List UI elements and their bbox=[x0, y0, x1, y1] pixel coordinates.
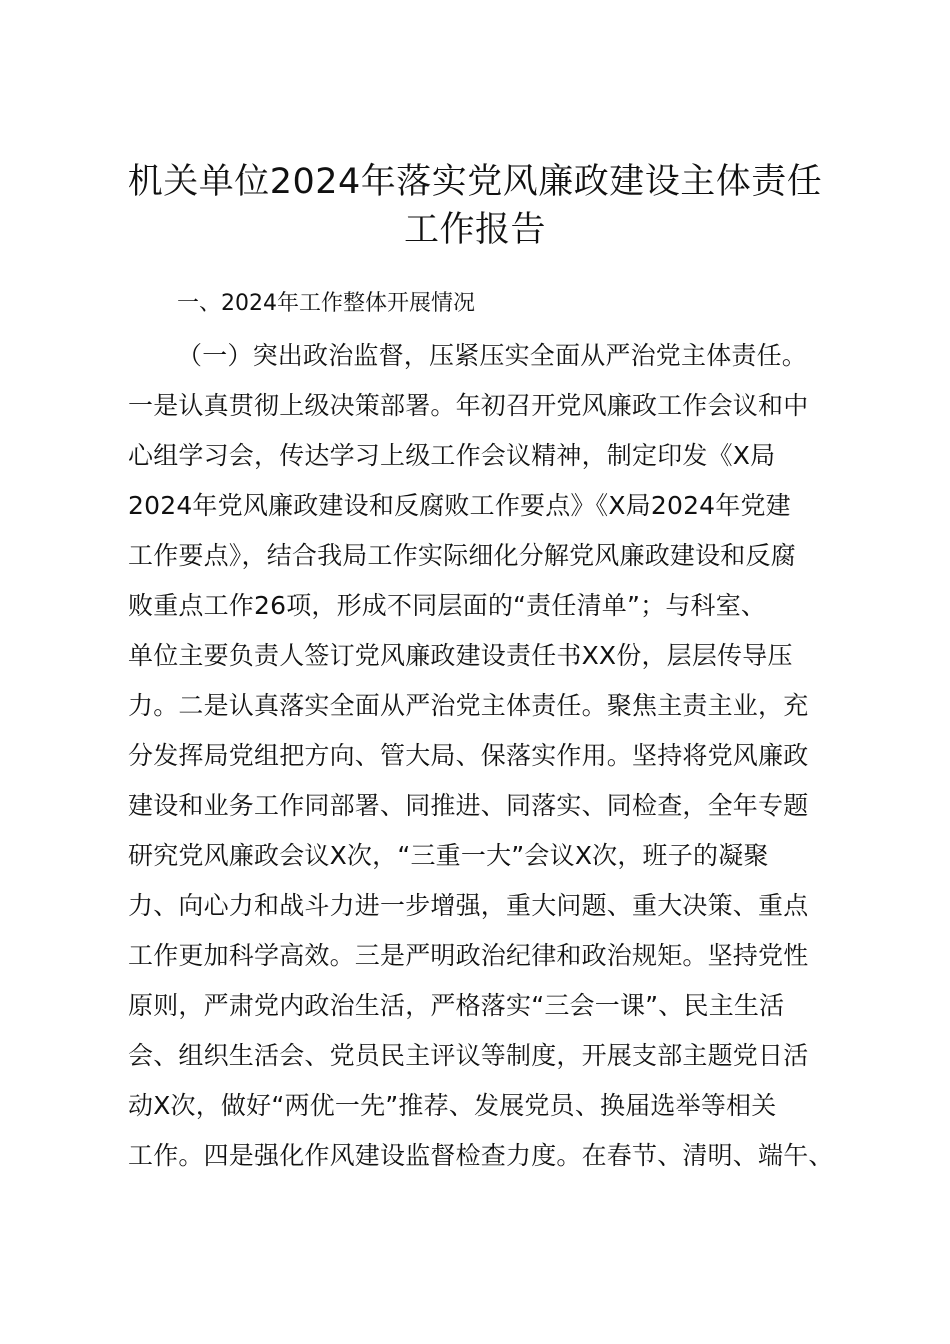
document-title bbox=[100, 158, 850, 254]
body-line: 研究党风廉政会议X次，“三重一大”会议X次，班子的凝聚 bbox=[128, 841, 769, 870]
body-line: 建设和业务工作同部署、同推进、同落实、同检查，全年专题 bbox=[128, 791, 809, 820]
body-line: 分发挥局党组把方向、管大局、保落实作用。坚持将党风廉政 bbox=[128, 741, 809, 770]
title-line-1: 机关单位2024年落实党风廉政建设主体责任 bbox=[127, 162, 823, 202]
body-text bbox=[128, 336, 850, 1186]
body-line: 力、向心力和战斗力进一步增强，重大问题、重大决策、重点 bbox=[128, 891, 809, 920]
body-line: 工作更加科学高效。三是严明政治纪律和政治规矩。坚持党性 bbox=[128, 941, 809, 970]
body-line: 力。二是认真落实全面从严治党主体责任。聚焦主责主业，充 bbox=[128, 691, 809, 720]
title-line-2: 工作报告 bbox=[403, 210, 546, 250]
body-line: （一）突出政治监督，压紧压实全面从严治党主体责任。 bbox=[177, 341, 808, 370]
body-line: 工作要点》，结合我局工作实际细化分解党风廉政建设和反腐 bbox=[128, 541, 796, 570]
body-line: 一是认真贯彻上级决策部署。年初召开党风廉政工作会议和中 bbox=[128, 391, 809, 420]
section-heading: 一、2024年工作整体开展情况 bbox=[177, 291, 475, 316]
body-line: 原则，严肃党内政治生活，严格落实“三会一课”、民主生活 bbox=[128, 991, 785, 1020]
body-line: 2024年党风廉政建设和反腐败工作要点》《X局2024年党建 bbox=[128, 491, 791, 520]
body-line: 工作。四是强化作风建设监督检查力度。在春节、清明、端午、 bbox=[128, 1141, 834, 1170]
body-line: 单位主要负责人签订党风廉政建设责任书XX份，层层传导压 bbox=[128, 641, 793, 670]
body-line: 动X次，做好“两优一先”推荐、发展党员、换届选举等相关 bbox=[128, 1091, 777, 1120]
body-line: 败重点工作26项，形成不同层面的“责任清单”；与科室、 bbox=[128, 591, 767, 620]
body-line: 会、组织生活会、党员民主评议等制度，开展支部主题党日活 bbox=[128, 1041, 809, 1070]
body-line: 心组学习会，传达学习上级工作会议精神，制定印发《X局 bbox=[128, 441, 776, 470]
